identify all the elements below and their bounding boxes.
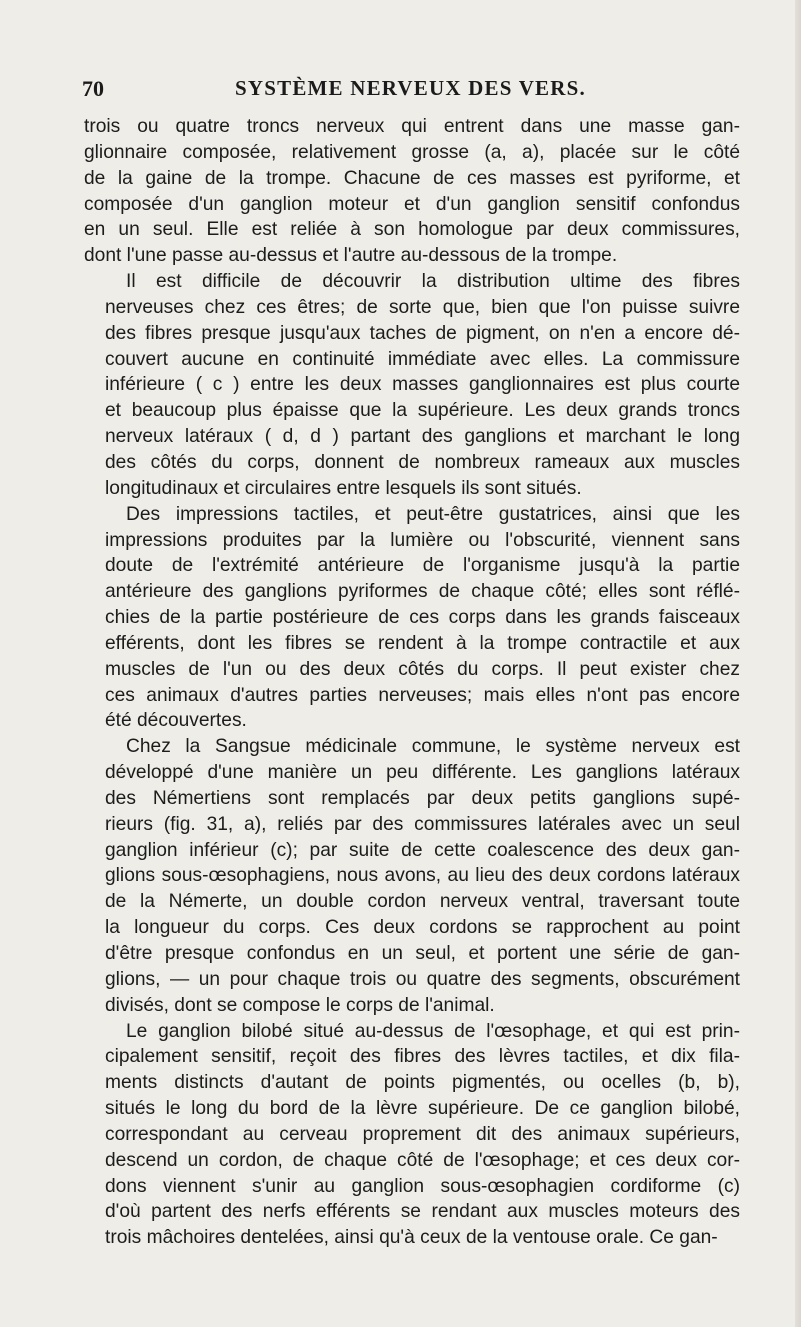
text-line: des fibres presque jusqu'aux taches de pigment, on n'en a encore dé- (105, 322, 740, 344)
text-line: la longueur du corps. Ces deux cordons se rapprochent au point (105, 917, 740, 939)
paragraph (84, 114, 740, 269)
paragraph (84, 269, 740, 502)
page-number: 70 (82, 76, 104, 101)
text-line: glions sous-œsophagiens, nous avons, au lieu des deux cordons latéraux (105, 865, 740, 887)
text-line: nerveux latéraux ( d, d ) partant des ganglions et marchant le long (105, 426, 740, 448)
page-header (82, 76, 742, 106)
text-line: trois ou quatre troncs nerveux qui entrent dans une masse gan- (84, 116, 740, 137)
text-line: doute de l'extrémité antérieure de l'organisme jusqu'à la partie (105, 555, 740, 577)
text-line: correspondant au cerveau proprement dit des animaux supérieurs, (105, 1123, 740, 1145)
text-line: chies de la partie postérieure de ces corps dans les grands faisceaux (105, 607, 740, 629)
text-line: ces animaux d'autres parties nerveuses; mais elles n'ont pas encore (105, 684, 740, 706)
text-line: Il est difficile de découvrir la distribution ultime des fibres (126, 271, 740, 293)
text-line: composée d'un ganglion moteur et d'un ganglion sensitif confondus (84, 193, 740, 215)
page-edge-shadow (795, 0, 801, 1327)
paragraph (84, 734, 740, 1018)
text-line: été découvertes. (105, 710, 247, 732)
text-line: divisés, dont se compose le corps de l'animal. (105, 994, 495, 1016)
text-line: des Némertiens sont remplacés par deux petits ganglions supé- (105, 787, 740, 809)
text-line: en un seul. Elle est reliée à son homologue par deux commissures, (84, 219, 740, 241)
text-line: longitudinaux et circulaires entre lesquels ils sont situés. (105, 477, 582, 499)
text-line: Des impressions tactiles, et peut-être gustatrices, ainsi que les (126, 503, 740, 525)
text-line: dons viennent s'unir au ganglion sous-œsophagien cordiforme (c) (105, 1175, 740, 1197)
text-line: impressions produites par la lumière ou l'obscurité, viennent sans (105, 529, 740, 551)
text-line: couvert aucune en continuité immédiate avec elles. La commissure (105, 348, 740, 370)
text-line: ments distincts d'autant de points pigmentés, ou ocelles (b, b), (105, 1072, 740, 1094)
body-text (84, 114, 740, 1251)
text-line: descend un cordon, de chaque côté de l'œsophage; et ces deux cor- (105, 1149, 740, 1171)
text-line: ganglion inférieur (c); par suite de cette coalescence des deux gan- (105, 839, 740, 861)
paragraph (84, 1019, 740, 1252)
text-line: trois mâchoires dentelées, ainsi qu'à ceux de la ventouse orale. Ce gan- (105, 1227, 718, 1249)
text-line: et beaucoup plus épaisse que la supérieure. Les deux grands troncs (105, 400, 740, 422)
text-line: nerveuses chez ces êtres; de sorte que, bien que l'on puisse suivre (105, 296, 740, 318)
text-line: rieurs (fig. 31, a), reliés par des commissures latérales avec un seul (105, 813, 740, 835)
text-line: cipalement sensitif, reçoit des fibres des lèvres tactiles, et dix fila- (105, 1046, 740, 1068)
text-line: muscles de l'un ou des deux côtés du corps. Il peut exister chez (105, 658, 740, 680)
text-line: glionnaire composée, relativement grosse (a, a), placée sur le côté (84, 141, 740, 163)
text-line: des côtés du corps, donnent de nombreux rameaux aux muscles (105, 451, 740, 473)
text-line: de la gaine de la trompe. Chacune de ces masses est pyriforme, et (84, 167, 740, 189)
running-title: SYSTÈME NERVEUX DES VERS. (235, 76, 586, 100)
text-line: d'où partent des nerfs efférents se rendant aux muscles moteurs des (105, 1201, 740, 1223)
text-line: de la Némerte, un double cordon nerveux ventral, traversant toute (105, 891, 740, 913)
text-line: dont l'une passe au-dessus et l'autre au-dessous de la trompe. (84, 245, 618, 267)
text-line: développé d'une manière un peu différente. Les ganglions latéraux (105, 762, 740, 784)
text-line: situés le long du bord de la lèvre supérieure. De ce ganglion bilobé, (105, 1098, 740, 1120)
text-line: Chez la Sangsue médicinale commune, le système nerveux est (126, 736, 740, 758)
text-line: antérieure des ganglions pyriformes de chaque côté; elles sont réflé- (105, 581, 740, 603)
text-line: Le ganglion bilobé situé au-dessus de l'œsophage, et qui est prin- (126, 1020, 740, 1042)
text-line: inférieure ( c ) entre les deux masses ganglionnaires est plus courte (105, 374, 740, 396)
text-line: glions, — un pour chaque trois ou quatre des segments, obscurément (105, 968, 740, 990)
text-line: efférents, dont les fibres se rendent à la trompe contractile et aux (105, 632, 740, 654)
text-line: d'être presque confondus en un seul, et portent une série de gan- (105, 943, 740, 964)
paragraph (84, 502, 740, 735)
